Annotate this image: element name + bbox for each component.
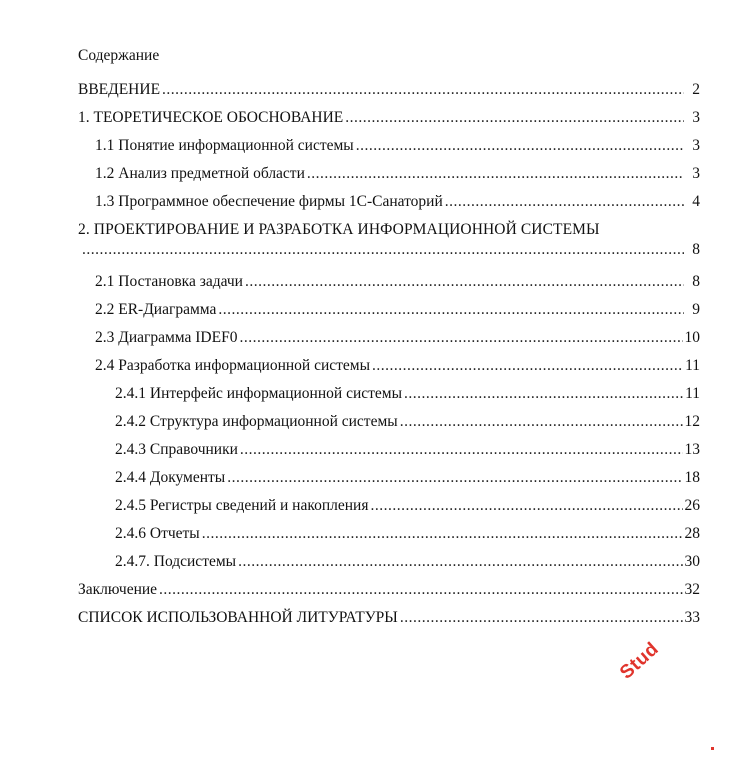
toc-page-number: 33 bbox=[684, 609, 700, 626]
toc-leader-dots bbox=[162, 76, 684, 104]
toc-entry[interactable] bbox=[78, 548, 700, 576]
toc-entry[interactable] bbox=[78, 604, 700, 632]
toc-entry-label: 2.2 ER-Диаграмма bbox=[95, 301, 217, 318]
toc-leader-dots bbox=[240, 436, 683, 464]
toc-entry-label: 1.1 Понятие информационной системы bbox=[95, 137, 354, 154]
toc-entry-label: 2.3 Диаграмма IDEF0 bbox=[95, 329, 238, 346]
toc-leader-dots bbox=[218, 296, 684, 324]
toc-page-number: 12 bbox=[684, 413, 700, 430]
toc-entry[interactable] bbox=[78, 408, 700, 436]
toc-leader-dots bbox=[227, 464, 682, 492]
toc-entry[interactable] bbox=[78, 520, 700, 548]
toc-leader-dots bbox=[239, 324, 682, 352]
toc-leader-dots bbox=[238, 548, 682, 576]
toc-entry[interactable] bbox=[78, 380, 700, 408]
toc-leader-dots bbox=[400, 408, 683, 436]
toc-leader-dots bbox=[159, 576, 682, 604]
toc-page-number: 9 bbox=[692, 301, 700, 318]
toc-entry[interactable] bbox=[78, 160, 700, 188]
toc-entry-continuation bbox=[78, 240, 700, 260]
toc-page-number: 3 bbox=[692, 137, 700, 154]
toc-page-number: 11 bbox=[685, 385, 700, 402]
toc-page-number: 3 bbox=[692, 109, 700, 126]
toc-entry-label: 2.4.4 Документы bbox=[115, 469, 226, 486]
toc-leader-dots bbox=[404, 380, 683, 408]
toc-entry[interactable] bbox=[78, 576, 700, 604]
toc-entry-label: 2.4 Разработка информационной системы bbox=[95, 357, 371, 374]
toc-entry[interactable] bbox=[78, 76, 700, 104]
toc-entry-label: Заключение bbox=[78, 581, 158, 598]
toc-entry[interactable] bbox=[78, 268, 700, 296]
toc-page-number: 13 bbox=[684, 441, 700, 458]
toc-leader-dots bbox=[372, 352, 683, 380]
toc-entry[interactable] bbox=[78, 436, 700, 464]
toc-entry-label: 2. ПРОЕКТИРОВАНИЕ И РАЗРАБОТКА ИНФОРМАЦИОННОЙ СИСТЕМЫ bbox=[78, 221, 600, 238]
toc-page-number: 10 bbox=[684, 329, 700, 346]
table-of-contents bbox=[78, 76, 700, 632]
toc-entry-label: СПИСОК ИСПОЛЬЗОВАННОЙ ЛИТУРАТУРЫ bbox=[78, 609, 398, 626]
toc-entry[interactable] bbox=[78, 216, 700, 268]
toc-leader-dots bbox=[400, 604, 683, 632]
toc-page-number: 32 bbox=[684, 581, 700, 598]
toc-page-number: 8 bbox=[692, 241, 700, 258]
toc-entry[interactable] bbox=[78, 132, 700, 160]
toc-page-number: 28 bbox=[684, 525, 700, 542]
toc-entry-label: 2.4.3 Справочники bbox=[115, 441, 238, 458]
toc-entry-label: 2.4.1 Интерфейс информационной системы bbox=[115, 385, 402, 402]
toc-leader-dots bbox=[370, 492, 682, 520]
toc-page-number: 30 bbox=[684, 553, 700, 570]
toc-leader-dots bbox=[307, 160, 684, 188]
toc-leader-dots bbox=[202, 520, 683, 548]
toc-page-number: 8 bbox=[692, 273, 700, 290]
toc-entry[interactable] bbox=[78, 296, 700, 324]
toc-page-number: 26 bbox=[684, 497, 700, 514]
toc-entry[interactable] bbox=[78, 464, 700, 492]
toc-entry-label: 2.4.2 Структура информационной системы bbox=[115, 413, 398, 430]
toc-entry-label: 2.4.7. Подсистемы bbox=[115, 553, 237, 570]
toc-entry[interactable] bbox=[78, 324, 700, 352]
toc-entry[interactable] bbox=[78, 188, 700, 216]
toc-entry[interactable] bbox=[78, 352, 700, 380]
toc-leader-dots bbox=[356, 132, 684, 160]
toc-page-number: 4 bbox=[692, 193, 700, 210]
toc-entry-label: 2.1 Постановка задачи bbox=[95, 273, 243, 290]
toc-leader-dots bbox=[445, 188, 684, 216]
toc-page-number: 2 bbox=[692, 81, 700, 98]
toc-entry-label: 2.4.5 Регистры сведений и накопления bbox=[115, 497, 369, 514]
toc-entry-label: 1.2 Анализ предметной области bbox=[95, 165, 305, 182]
toc-title: Содержание bbox=[78, 47, 160, 64]
toc-entry-label: 1.3 Программное обеспечение фирмы 1С-Санаторий bbox=[95, 193, 443, 210]
toc-page-number: 3 bbox=[692, 165, 700, 182]
watermark-dot bbox=[711, 747, 714, 750]
toc-entry-label: 2.4.6 Отчеты bbox=[115, 525, 200, 542]
toc-entry-label: 1. ТЕОРЕТИЧЕСКОЕ ОБОСНОВАНИЕ bbox=[78, 109, 344, 126]
toc-page-number: 11 bbox=[685, 357, 700, 374]
toc-leader-dots bbox=[345, 104, 684, 132]
toc-entry-label: ВВЕДЕНИЕ bbox=[78, 81, 161, 98]
toc-page-number: 18 bbox=[684, 469, 700, 486]
toc-entry[interactable] bbox=[78, 492, 700, 520]
toc-entry[interactable] bbox=[78, 104, 700, 132]
watermark-logo: Stud bbox=[616, 638, 663, 684]
toc-leader-dots bbox=[82, 240, 684, 260]
toc-leader-dots bbox=[245, 268, 684, 296]
